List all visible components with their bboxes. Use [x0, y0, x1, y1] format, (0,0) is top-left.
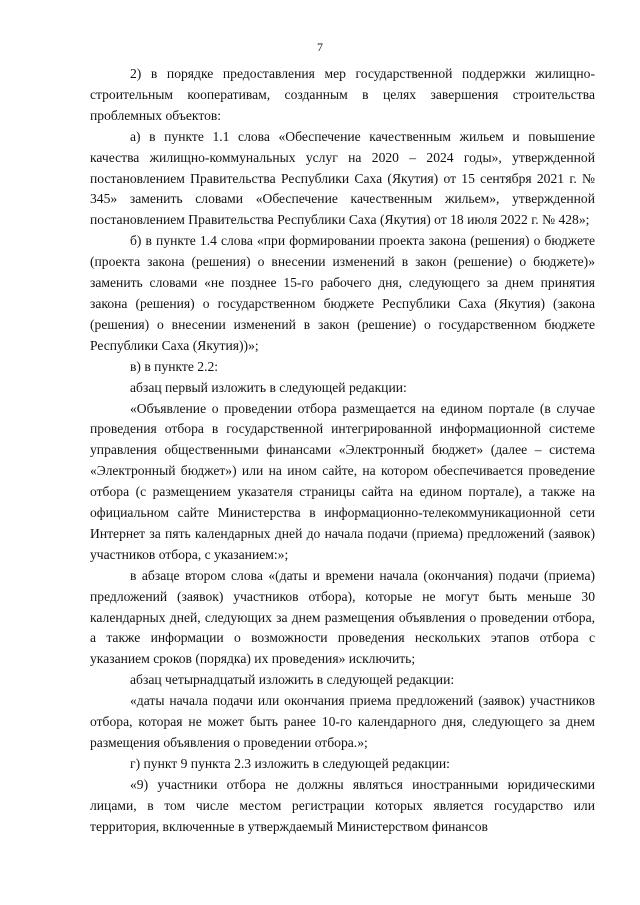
- document-body: [90, 64, 595, 838]
- paragraph: в абзаце втором слова «(даты и времени начала (окончания) подачи (приема) предложений (заявок) участников отбора), которые не могут быть меньше 30 календарных дней, следующих за днем размещения объявления о проведении отбора, а также информации о возможности проведения нескольких этапов отбора с указанием сроков (порядка) их проведения» исключить;: [90, 567, 595, 667]
- paragraph: г) пункт 9 пункта 2.3 изложить в следующей редакции:: [130, 755, 450, 771]
- paragraph: а) в пункте 1.1 слова «Обеспечение качественным жильем и повышение качества жилищно-коммунальных услуг на 2020 – 2024 годы», утвержденной постановлением Правительства Республики Саха (Якутия) от 15 сентября 2021 г. № 345» заменить словами «Обеспечение качественным жильем», утвержденной постановлением Правительства Республики Саха (Якутия) от 18 июля 2022 г. № 428»;: [90, 128, 595, 228]
- paragraph: абзац первый изложить в следующей редакции:: [130, 379, 407, 395]
- page-number: 7: [317, 40, 323, 54]
- paragraph: «9) участники отбора не должны являться иностранными юридическими лицами, в том числе местом регистрации которых является государство или территория, включенные в утверждаемый Министерством финансов: [90, 776, 595, 834]
- paragraph: б) в пункте 1.4 слова «при формировании проекта закона (решения) о бюджете (проекта закона (решения) о внесении изменений в закон (решение) о бюджете)» заменить словами «не позднее 15-го рабочего дня, следующего за днем принятия закона (решения) о государственном бюджете Республики Саха (Якутия) (закона (решения) о внесении изменений в закон (решение) о государственном бюджете Республики Саха (Якутия))»;: [90, 233, 595, 353]
- paragraph: «Объявление о проведении отбора размещается на едином портале (в случае проведения отбора в государственной интегрированной информационной системе управления общественными финансами «Электронный бюджет» (далее – система «Электронный бюджет») или на ином сайте, на котором обеспечивается проведение отбора (с размещением указателя страницы сайта на едином портале), а также на официальном сайте Министерства в информационно-телекоммуникационной сети Интернет за пять календарных дней до начала подачи (приема) предложений (заявок) участников отбора, с указанием:»;: [90, 400, 595, 562]
- paragraph: 2) в порядке предоставления мер государственной поддержки жилищно-строительным кооперативам, созданным в целях завершения строительства проблемных объектов:: [90, 66, 595, 123]
- paragraph: «даты начала подачи или окончания приема предложений (заявок) участников отбора, которая не может быть ранее 10-го календарного дня, следующего за днем размещения объявления о проведении отбора.»;: [90, 693, 595, 750]
- paragraph: абзац четырнадцатый изложить в следующей редакции:: [130, 672, 455, 688]
- paragraph: в) в пункте 2.2:: [130, 358, 219, 374]
